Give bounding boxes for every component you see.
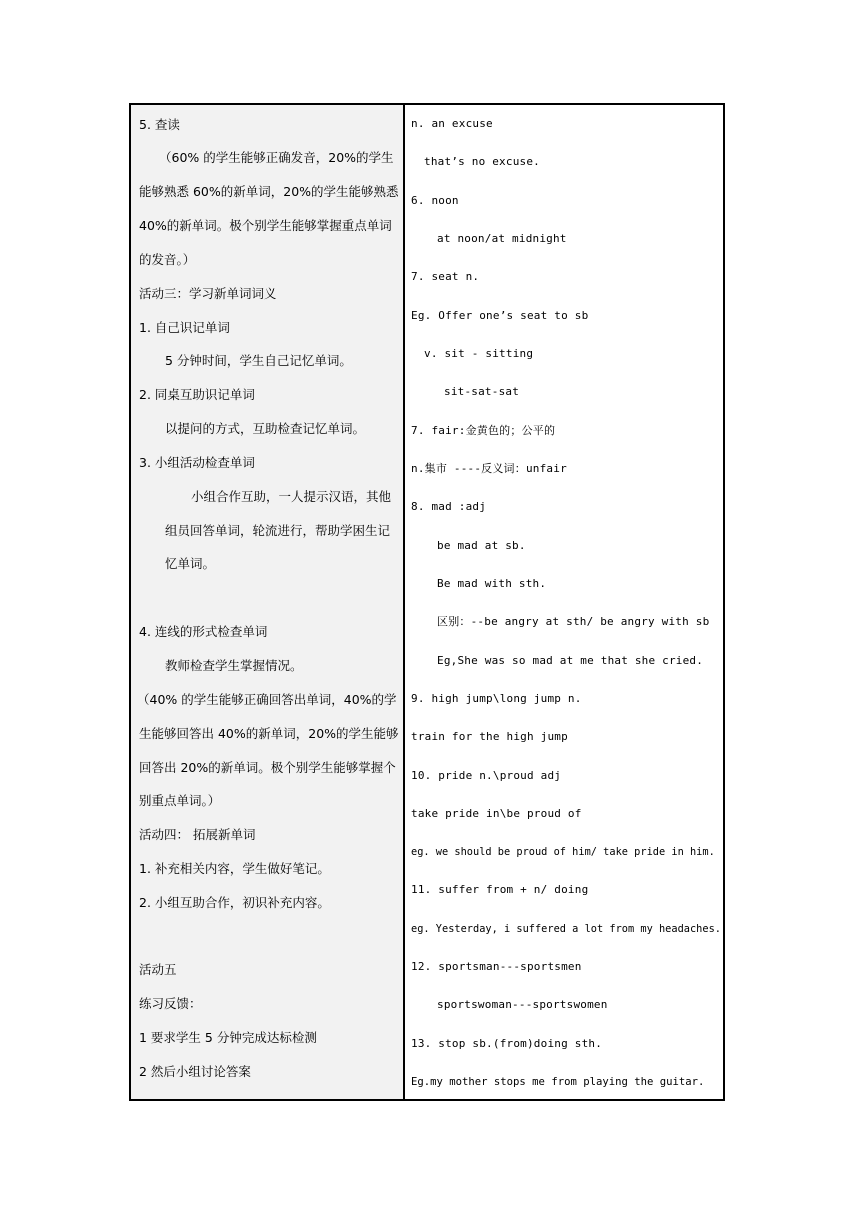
- text-line: （60% 的学生能够正确发音，20%的学生: [159, 150, 394, 165]
- text-line: 2. 同桌互助识记单词: [139, 387, 255, 402]
- vocab-line: n. an excuse: [411, 117, 493, 130]
- vocab-line: eg. we should be proud of him/ take pride in him.: [411, 846, 715, 858]
- vocab-line: Be mad with sth.: [437, 577, 547, 590]
- vocabulary-column: [405, 105, 723, 1099]
- vocab-line: 11. suffer from + n/ doing: [411, 883, 589, 896]
- lesson-table: [129, 103, 725, 1101]
- text-line: 的发音。）: [139, 252, 196, 267]
- text-line: 练习反馈：: [139, 996, 202, 1011]
- text-line: 教师检查学生掌握情况。: [165, 658, 303, 673]
- text-line: 5 分钟时间，学生自己记忆单词。: [165, 353, 352, 368]
- text-line: 生能够回答出 40%的新单词，20%的学生能够: [139, 726, 399, 741]
- vocab-line: Eg.my mother stops me from playing the guitar.: [411, 1076, 705, 1088]
- vocab-line: sportswoman---sportswomen: [437, 998, 608, 1011]
- vocab-line: 8. mad :adj: [411, 500, 487, 513]
- vocab-line: 7. fair:金黄色的；公平的: [411, 424, 556, 437]
- vocab-line: at noon/at midnight: [437, 232, 567, 245]
- activity-column: [131, 105, 405, 1099]
- text-line: 小组合作互助，一人提示汉语，其他: [191, 489, 392, 504]
- vocab-line: n.集市 ----反义词：unfair: [411, 462, 567, 475]
- vocab-line: train for the high jump: [411, 730, 568, 743]
- text-line: 3. 小组活动检查单词: [139, 455, 255, 470]
- vocab-line: Eg,She was so mad at me that she cried.: [437, 654, 704, 667]
- text-line: 1 要求学生 5 分钟完成达标检测: [139, 1030, 317, 1045]
- vocab-line: 13. stop sb.(from)doing sth.: [411, 1037, 603, 1050]
- text-line: 2. 小组互助合作，初识补充内容。: [139, 895, 330, 910]
- text-line: 5. 查读: [139, 117, 180, 132]
- vocab-line: be mad at sb.: [437, 539, 526, 552]
- text-line: 4. 连线的形式检查单词: [139, 624, 268, 639]
- text-line: 40%的新单词。极个别学生能够掌握重点单词: [139, 218, 392, 233]
- text-line: 1. 补充相关内容，学生做好笔记。: [139, 861, 330, 876]
- vocab-line: 9. high jump\long jump n.: [411, 692, 582, 705]
- text-line: 以提问的方式，互助检查记忆单词。: [165, 421, 366, 436]
- text-line: 2 然后小组讨论答案: [139, 1064, 251, 1079]
- vocab-line: that’s no excuse.: [424, 155, 540, 168]
- vocab-line: 10. pride n.\proud adj: [411, 769, 562, 782]
- text-line: 活动三：学习新单词词义: [139, 286, 277, 301]
- vocab-line: Eg. Offer one’s seat to sb: [411, 309, 589, 322]
- text-line: 1. 自己识记单词: [139, 320, 230, 335]
- vocab-line: v. sit - sitting: [424, 347, 534, 360]
- vocab-line: take pride in\be proud of: [411, 807, 582, 820]
- vocab-line: 7. seat n.: [411, 270, 480, 283]
- vocab-line: 12. sportsman---sportsmen: [411, 960, 582, 973]
- text-line: 别重点单词。）: [139, 793, 221, 808]
- text-line: 组员回答单词，轮流进行，帮助学困生记: [165, 523, 391, 538]
- text-line: 活动四： 拓展新单词: [139, 827, 256, 842]
- vocab-line: sit-sat-sat: [444, 385, 520, 398]
- text-line: （40% 的学生能够正确回答出单词，40%的学: [137, 692, 397, 707]
- text-line: 回答出 20%的新单词。极个别学生能够掌握个: [139, 760, 396, 775]
- vocab-line: 6. noon: [411, 194, 459, 207]
- text-line: 能够熟悉 60%的新单词，20%的学生能够熟悉: [139, 184, 399, 199]
- text-line: 忆单词。: [165, 556, 216, 571]
- vocab-line: eg. Yesterday, i suffered a lot from my headaches.: [411, 923, 721, 935]
- vocab-line: 区别：--be angry at sth/ be angry with sb: [437, 615, 710, 628]
- text-line: 活动五: [139, 962, 177, 977]
